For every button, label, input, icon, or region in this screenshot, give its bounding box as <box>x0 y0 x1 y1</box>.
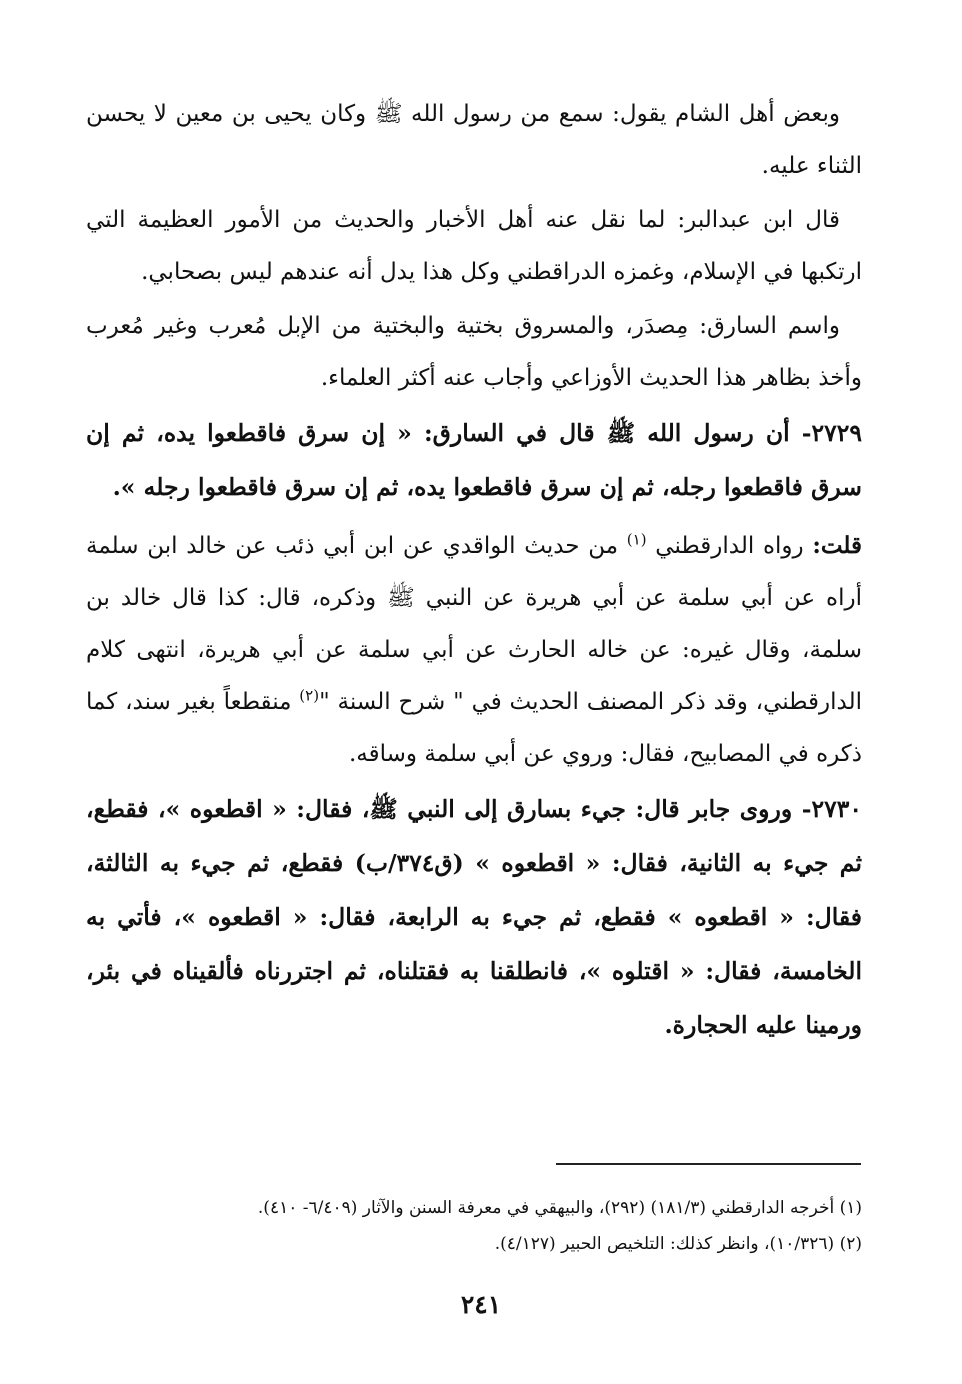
paragraph-2: قال ابن عبدالبر: لما نقل عنه أهل الأخبار والحديث من الأمور العظيمة التي ارتكبها في الإسلام، وغمزه الدراقطني وكل هذا يدل أنه عندهم ليس بصحابي. <box>86 207 862 285</box>
hadith-2730: ٢٧٣٠- وروى جابر قال: جيء بسارق إلى النبي ﷺ، فقال: « اقطعوه »، فقطع، ثم جيء به الثانية، فقال: « اقطعوه » (ق٣٧٤/ب) فقطع، ثم جيء به الثالثة، فقال: « اقطعوه » فقطع، ثم جيء به الرابعة، فقال: « اقطعوه »، فأتي به الخامسة، فقال: « اقتلوه »، فانطلقنا به فقتلناه، ثم اجتررناه فألقيناه في بئر، ورمينا عليه الحجارة. <box>86 795 862 1039</box>
paragraph-3: واسم السارق: مِصدَر، والمسروق بختية والبختية من الإبل مُعرب وغير مُعرب وأخذ بظاهر هذا الحديث الأوزاعي وأجاب عنه أكثر العلماء. <box>86 313 862 391</box>
footnote-divider <box>556 1163 861 1165</box>
hadith-2729: ٢٧٢٩- أن رسول الله ﷺ قال في السارق: « إن سرق فاقطعوا يده، ثم إن سرق فاقطعوا رجله، ثم إن سرق فاقطعوا يده، ثم إن سرق فاقطعوا رجله ». <box>86 419 862 501</box>
footnote-ref-2: (٢) <box>299 686 320 705</box>
commentary-lead: قلت: <box>812 532 863 559</box>
footnote-ref-1: (١) <box>626 530 647 549</box>
footnotes <box>120 1190 862 1262</box>
footnote-1: (١) أخرجه الدارقطني (١٨١/٣) (٢٩٢)، والبيهقي في معرفة السنن والآثار (٦/٤٠٩- ٤١٠). <box>257 1198 862 1218</box>
commentary-text-1: رواه الدارقطني <box>646 533 813 559</box>
footnote-2: (٢) (١٠/٣٢٦)، وانظر كذلك: التلخيص الحبير (٤/١٢٧). <box>494 1234 862 1254</box>
commentary-text-2: من حديث الواقدي عن ابن أبي ذئب عن خالد ابن سلمة أراه عن أبي سلمة عن أبي هريرة عن النبي ﷺ وذكره، قال: كذا قال خالد بن سلمة، وقال غيره: عن خاله الحارث عن أبي سلمة عن أبي هريرة، انتهى كلام الدارقطني، وقد ذكر المصنف الحديث في " شرح السنة " <box>86 533 863 715</box>
commentary-paragraph <box>86 520 862 780</box>
page-number: ٢٤١ <box>460 1290 502 1319</box>
paragraph-1: وبعض أهل الشام يقول: سمع من رسول الله ﷺ وكان يحيى بن معين لا يحسن الثناء عليه. <box>86 101 862 179</box>
commentary-text-3: منقطعاً بغير سند، كما ذكره في المصابيح، فقال: وروي عن أبي سلمة وساقه. <box>86 689 862 767</box>
main-text <box>86 88 862 1058</box>
